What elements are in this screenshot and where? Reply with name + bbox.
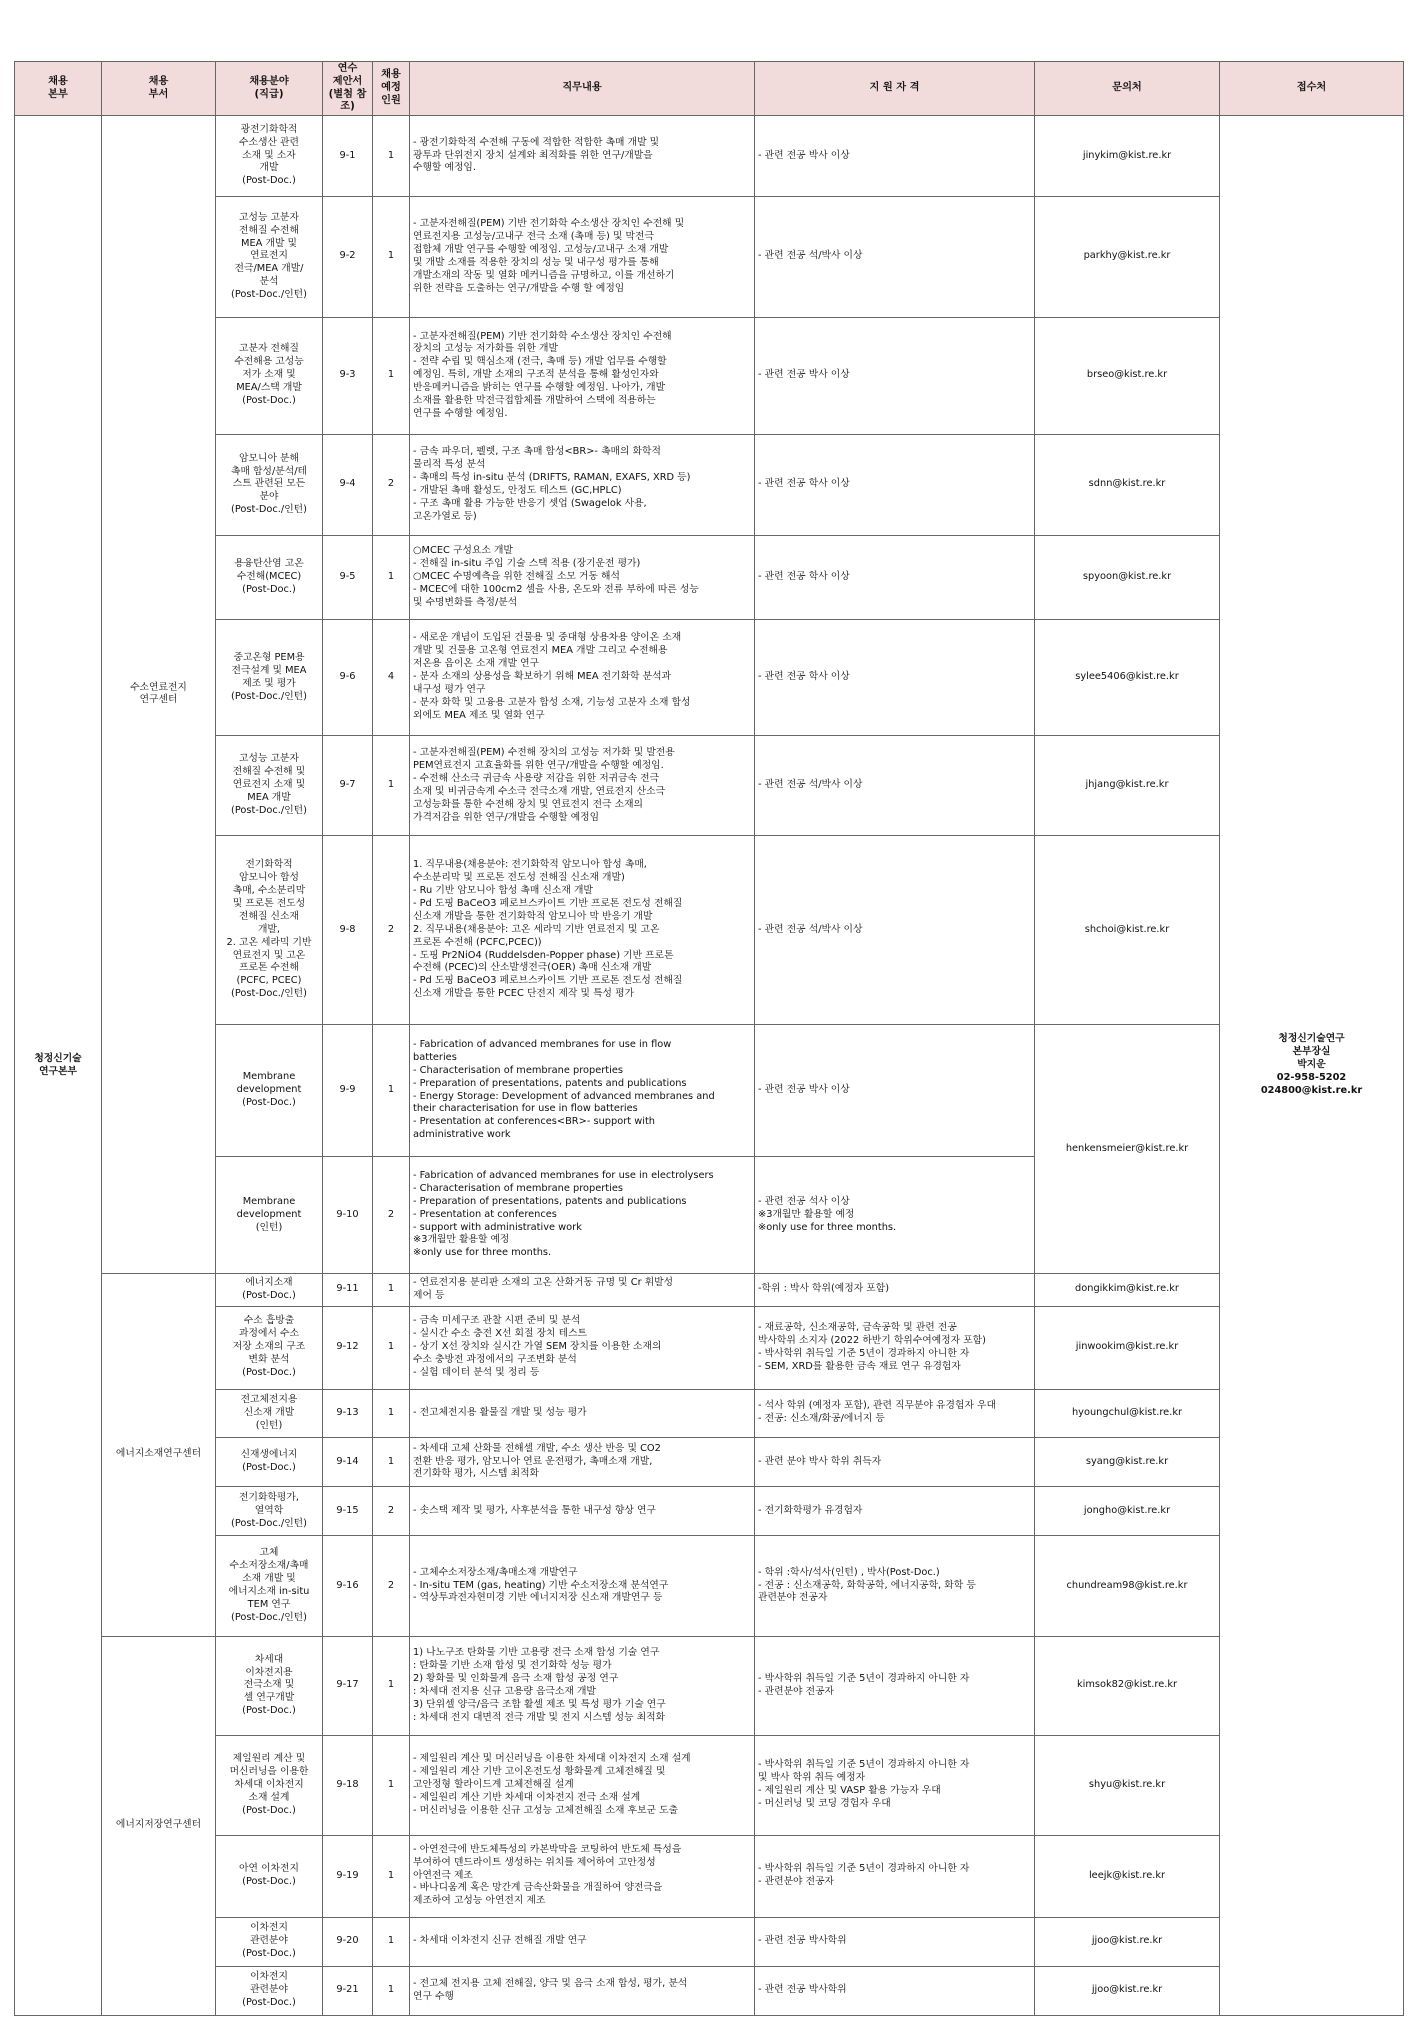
duties-cell: - 솟스택 제작 및 평가, 사후분석을 통한 내구성 향상 연구 <box>410 1487 755 1536</box>
qualifications-cell: - 관련 전공 학사 이상 <box>755 434 1035 535</box>
qualifications-cell: - 관련 전공 석사 이상 ※3개월만 활용할 예정 ※only use for three months. <box>755 1157 1035 1274</box>
duties-cell: - 아연전극에 반도체특성의 카본박막을 코팅하여 반도체 특성을 부여하여 덴드라이트 생성하는 위치를 제어하여 고안정성 아연전극 제조 - 바나디움계 혹은 망간계 금속산화물을 개질하여 양전극을 제조하여 고성능 아연전지 제조 <box>410 1835 755 1917</box>
duties-cell: - 고분자전해질(PEM) 수전해 장치의 고성능 저가화 및 발전용 PEM연료전지 고효율화를 위한 연구/개발을 수행할 예정임. - 수전해 산소극 귀금속 사용량 저감을 위한 저귀금속 전극 소재 및 비귀금속계 수소극 전극소재 개발, 연료전지 산소극 고성능화를 통한 수전해 장치 및 연료전지 전극 소재의 가격저감을 위한 연구/개발을 수행할 예정임 <box>410 735 755 835</box>
field-cell: Membrane development (Post-Doc.) <box>216 1024 323 1156</box>
contact-cell: jhjang@kist.re.kr <box>1035 735 1220 835</box>
code-cell: 9-2 <box>323 196 373 317</box>
duties-cell: ○MCEC 구성요소 개발 - 전해질 in-situ 주입 기술 스택 적용 (장기운전 평가) ○MCEC 수명예측을 위한 전해질 소모 거동 해석 - MCEC에 대한 100cm2 셀을 사용, 온도와 전류 부하에 따른 성능 및 수명변화를 측정/분석 <box>410 536 755 620</box>
contact-cell: leejk@kist.re.kr <box>1035 1835 1220 1917</box>
table-row <box>15 1835 1404 1917</box>
field-cell: 중고온형 PEM용 전극설계 및 MEA 제조 및 평가 (Post-Doc./인턴) <box>216 620 323 736</box>
table-row <box>15 196 1404 317</box>
qualifications-cell: - 관련 전공 박사 이상 <box>755 1024 1035 1156</box>
code-cell: 9-4 <box>323 434 373 535</box>
duties-cell: - 금속 파우더, 펠렛, 구조 촉매 합성<BR>- 촉매의 화학적 물리적 특성 분석 - 촉매의 특성 in-situ 분석 (DRIFTS, RAMAN, EXAFS, XRD 등) - 개발된 촉매 활성도, 안정도 테스트 (GC,HPLC) - 구조 촉매 활용 가능한 반응기 셋업 (Swagelok 사용, 고온가열로 등) <box>410 434 755 535</box>
code-cell: 9-1 <box>323 116 373 197</box>
code-cell: 9-9 <box>323 1024 373 1156</box>
duties-cell: 1) 나노구조 탄화물 기반 고용량 전극 소재 합성 기술 연구 : 탄화물 기반 소재 합성 및 전기화학 성능 평가 2) 황화물 및 인화물계 음극 소재 합성 공정 연구 : 차세대 전지용 신규 고용량 음극소재 개발 3) 단위셀 양극/음극 조합 활셀 제조 및 특성 평가 기술 연구 : 차세대 전지 대면적 전극 개발 및 전지 시스템 성능 최적화 <box>410 1636 755 1735</box>
table-row <box>15 1487 1404 1536</box>
contact-cell: shyu@kist.re.kr <box>1035 1736 1220 1835</box>
field-cell: 암모니아 분해 촉매 합성/분석/테 스트 관련된 모든 분야 (Post-Doc./인턴) <box>216 434 323 535</box>
contact-cell: henkensmeier@kist.re.kr <box>1035 1024 1220 1273</box>
qualifications-cell: - 박사학위 취득일 기준 5년이 경과하지 아니한 자 - 관련분야 전공자 <box>755 1636 1035 1735</box>
qualifications-cell: - 관련 전공 학사 이상 <box>755 620 1035 736</box>
contact-cell: shchoi@kist.re.kr <box>1035 836 1220 1025</box>
contact-cell: jinwookim@kist.re.kr <box>1035 1306 1220 1389</box>
table-row <box>15 1273 1404 1306</box>
header-qualifications: 지 원 자 격 <box>755 62 1035 116</box>
header-contact: 문의처 <box>1035 62 1220 116</box>
field-cell: 전기화학평가, 열역학 (Post-Doc./인턴) <box>216 1487 323 1536</box>
department-cell: 수소연료전지 연구센터 <box>102 116 216 1274</box>
table-row <box>15 1736 1404 1835</box>
count-cell: 4 <box>373 620 410 736</box>
table-row <box>15 317 1404 434</box>
table-row <box>15 1437 1404 1486</box>
field-cell: 고성능 고분자 전해질 수전해 및 연료전지 소재 및 MEA 개발 (Post-Doc./인턴) <box>216 735 323 835</box>
table-row <box>15 620 1404 736</box>
count-cell: 1 <box>373 196 410 317</box>
header-reception: 접수처 <box>1220 62 1404 116</box>
code-cell: 9-5 <box>323 536 373 620</box>
qualifications-cell: - 관련 전공 박사 이상 <box>755 317 1035 434</box>
qualifications-cell: -학위 : 박사 학위(예정자 포함) <box>755 1273 1035 1306</box>
header-count: 채용 예정 인원 <box>373 62 410 116</box>
count-cell: 2 <box>373 434 410 535</box>
code-cell: 9-14 <box>323 1437 373 1486</box>
field-cell: 광전기화학적 수소생산 관련 소재 및 소자 개발 (Post-Doc.) <box>216 116 323 197</box>
field-cell: 제일원리 계산 및 머신러닝을 이용한 차세대 이차전지 소재 설계 (Post-Doc.) <box>216 1736 323 1835</box>
department-cell: 에너지소재연구센터 <box>102 1273 216 1636</box>
count-cell: 1 <box>373 1389 410 1437</box>
recruitment-table <box>14 61 1404 2016</box>
count-cell: 1 <box>373 1273 410 1306</box>
qualifications-cell: - 관련 전공 박사학위 <box>755 1917 1035 1966</box>
contact-cell: sdnn@kist.re.kr <box>1035 434 1220 535</box>
qualifications-cell: - 석사 학위 (예정자 포함), 관련 직무분야 유경험자 우대 - 전공: 신소재/화공/에너지 등 <box>755 1389 1035 1437</box>
contact-cell: sylee5406@kist.re.kr <box>1035 620 1220 736</box>
field-cell: Membrane development (인턴) <box>216 1157 323 1274</box>
duties-cell: - 차세대 고체 산화물 전해셀 개발, 수소 생산 반응 및 CO2 전환 반응 평가, 암모니아 연료 운전평가, 촉매소재 개발, 전기화학 평가, 시스템 최적화 <box>410 1437 755 1486</box>
table-row <box>15 1389 1404 1437</box>
headquarters-cell: 청정신기술 연구본부 <box>15 116 102 2016</box>
duties-cell: 1. 직무내용(채용분야: 전기화학적 암모니아 합성 촉매, 수소분리막 및 프로톤 전도성 전해질 신소재 개발) - Ru 기반 암모니아 합성 촉매 신소재 개발 - Pd 도핑 BaCeO3 페로브스카이트 기반 프로톤 전도성 전해질 신소재 개발을 통한 전기화학적 암모니아 막 반응기 개발 2. 직무내용(채용분야: 고온 세라믹 기반 연료전지 및 고온 프로톤 수전해 (PCFC,PCEC)) - 도핑 Pr2NiO4 (Ruddelsden-Popper phase) 기반 프로톤 수전해 (PCEC)의 산소발생전극(OER) 촉매 신소재 개발 - Pd 도핑 BaCeO3 페로브스카이트 기반 프로톤 전도성 전해질 신소재 개발을 통한 PCEC 단전지 제작 및 특성 평가 <box>410 836 755 1025</box>
duties-cell: - 전고체 전지용 고체 전해질, 양극 및 음극 소재 합성, 평가, 분석 연구 수행 <box>410 1966 755 2015</box>
code-cell: 9-17 <box>323 1636 373 1735</box>
table-row <box>15 1306 1404 1389</box>
count-cell: 1 <box>373 1736 410 1835</box>
code-cell: 9-8 <box>323 836 373 1025</box>
code-cell: 9-13 <box>323 1389 373 1437</box>
table-row <box>15 1966 1404 2015</box>
contact-cell: kimsok82@kist.re.kr <box>1035 1636 1220 1735</box>
count-cell: 1 <box>373 1306 410 1389</box>
table-row <box>15 1536 1404 1636</box>
recruitment-table-container <box>14 61 1403 2016</box>
contact-cell: chundream98@kist.re.kr <box>1035 1536 1220 1636</box>
field-cell: 아연 이차전지 (Post-Doc.) <box>216 1835 323 1917</box>
field-cell: 이차전지 관련분야 (Post-Doc.) <box>216 1917 323 1966</box>
header-field: 채용분야 (직급) <box>216 62 323 116</box>
contact-cell: jongho@kist.re.kr <box>1035 1487 1220 1536</box>
code-cell: 9-20 <box>323 1917 373 1966</box>
field-cell: 고성능 고분자 전해질 수전해 MEA 개발 및 연료전지 전극/MEA 개발/ 분석 (Post-Doc./인턴) <box>216 196 323 317</box>
count-cell: 1 <box>373 1024 410 1156</box>
field-cell: 차세대 이차전지용 전극소재 및 셀 연구개발 (Post-Doc.) <box>216 1636 323 1735</box>
header-department: 채용 부서 <box>102 62 216 116</box>
department-cell: 에너지저장연구센터 <box>102 1636 216 2015</box>
code-cell: 9-11 <box>323 1273 373 1306</box>
duties-cell: - 전고체전지용 활물질 개발 및 성능 평가 <box>410 1389 755 1437</box>
qualifications-cell: - 재료공학, 신소재공학, 금속공학 및 관련 전공 박사학위 소지자 (2022 하반기 학위수여예정자 포함) - 박사학위 취득일 기준 5년이 경과하지 아니한 자 - SEM, XRD를 활용한 금속 재료 연구 유경험자 <box>755 1306 1035 1389</box>
contact-cell: brseo@kist.re.kr <box>1035 317 1220 434</box>
qualifications-cell: - 학위 :학사/석사(인턴) , 박사(Post-Doc.) - 전공 : 신소재공학, 화학공학, 에너지공학, 화학 등 관련분야 전공자 <box>755 1536 1035 1636</box>
qualifications-cell: - 관련 전공 학사 이상 <box>755 536 1035 620</box>
duties-cell: - Fabrication of advanced membranes for use in electrolysers - Characterisation of membrane properties - Preparation of presentations, patents and publications - Presentation at conferences - support with administrative work ※3개월만 활용할 예정 ※only use for three months. <box>410 1157 755 1274</box>
reception-cell: 청정신기술연구 본부장실 박지운 02-958-5202 024800@kist.re.kr <box>1220 116 1404 2016</box>
duties-cell: - 연료전지용 분리판 소재의 고온 산화거동 규명 및 Cr 휘발성 제어 등 <box>410 1273 755 1306</box>
count-cell: 1 <box>373 317 410 434</box>
duties-cell: - Fabrication of advanced membranes for use in flow batteries - Characterisation of membrane properties - Preparation of presentations, patents and publications - Energy Storage: Development of advanced membranes and their characterisation for use in flow batteries - Presentation at conferences<BR>- support with administrative work <box>410 1024 755 1156</box>
qualifications-cell: - 관련 전공 석/박사 이상 <box>755 196 1035 317</box>
table-row <box>15 1024 1404 1156</box>
count-cell: 1 <box>373 735 410 835</box>
field-cell: 이차전지 관련분야 (Post-Doc.) <box>216 1966 323 2015</box>
header-duties: 직무내용 <box>410 62 755 116</box>
count-cell: 1 <box>373 1437 410 1486</box>
code-cell: 9-12 <box>323 1306 373 1389</box>
duties-cell: - 광전기화학적 수전해 구동에 적합한 적합한 촉매 개발 및 광투과 단위전지 장치 설계와 최적화를 위한 연구/개발을 수행할 예정임. <box>410 116 755 197</box>
count-cell: 1 <box>373 536 410 620</box>
count-cell: 2 <box>373 1487 410 1536</box>
table-row <box>15 735 1404 835</box>
contact-cell: parkhy@kist.re.kr <box>1035 196 1220 317</box>
code-cell: 9-7 <box>323 735 373 835</box>
contact-cell: jjoo@kist.re.kr <box>1035 1966 1220 2015</box>
table-row <box>15 536 1404 620</box>
qualifications-cell: - 관련 전공 석/박사 이상 <box>755 836 1035 1025</box>
count-cell: 1 <box>373 1966 410 2015</box>
duties-cell: - 제일원리 계산 및 머신러닝을 이용한 차세대 이차전지 소재 설계 - 제일원리 계산 기반 고이온전도성 황화물계 고체전해질 및 고안정형 할라이드계 고체전해질 설계 - 제일원리 계산 기반 차세대 이차전지 전극 소재 설계 - 머신러닝을 이용한 신규 고성능 고체전해질 소재 후보군 도출 <box>410 1736 755 1835</box>
qualifications-cell: - 관련 전공 박사 이상 <box>755 116 1035 197</box>
contact-cell: syang@kist.re.kr <box>1035 1437 1220 1486</box>
field-cell: 고체 수소저장소재/촉매 소재 개발 및 에너지소재 in-situ TEM 연구 (Post-Doc./인턴) <box>216 1536 323 1636</box>
code-cell: 9-10 <box>323 1157 373 1274</box>
field-cell: 전고체전지용 신소재 개발 (인턴) <box>216 1389 323 1437</box>
duties-cell: - 차세대 이차전지 신규 전해질 개발 연구 <box>410 1917 755 1966</box>
count-cell: 2 <box>373 1157 410 1274</box>
field-cell: 수소 흡방출 과정에서 수소 저장 소재의 구조 변화 분석 (Post-Doc.) <box>216 1306 323 1389</box>
duties-cell: - 금속 미세구조 관찰 시편 준비 및 분석 - 실시간 수소 충전 X선 회절 장치 테스트 - 상기 X선 장치와 실시간 가열 SEM 장치를 이용한 소재의 수소 충방전 과정에서의 구조변화 분석 - 실험 데이터 분석 및 정리 등 <box>410 1306 755 1389</box>
field-cell: 고분자 전해질 수전해용 고성능 저가 소재 및 MEA/스택 개발 (Post-Doc.) <box>216 317 323 434</box>
qualifications-cell: - 전기화학평가 유경험자 <box>755 1487 1035 1536</box>
qualifications-cell: - 박사학위 취득일 기준 5년이 경과하지 아니한 자 - 관련분야 전공자 <box>755 1835 1035 1917</box>
contact-cell: jjoo@kist.re.kr <box>1035 1917 1220 1966</box>
count-cell: 2 <box>373 836 410 1025</box>
contact-cell: dongikkim@kist.re.kr <box>1035 1273 1220 1306</box>
count-cell: 2 <box>373 1536 410 1636</box>
field-cell: 용융탄산염 고온 수전해(MCEC) (Post-Doc.) <box>216 536 323 620</box>
contact-cell: spyoon@kist.re.kr <box>1035 536 1220 620</box>
code-cell: 9-18 <box>323 1736 373 1835</box>
code-cell: 9-21 <box>323 1966 373 2015</box>
header-row <box>15 62 1404 116</box>
field-cell: 신재생에너지 (Post-Doc.) <box>216 1437 323 1486</box>
table-row <box>15 116 1404 197</box>
field-cell: 에너지소재 (Post-Doc.) <box>216 1273 323 1306</box>
code-cell: 9-15 <box>323 1487 373 1536</box>
contact-cell: jinykim@kist.re.kr <box>1035 116 1220 197</box>
header-proposal: 연수 제안서 (별첨 참조) <box>323 62 373 116</box>
count-cell: 1 <box>373 1636 410 1735</box>
qualifications-cell: - 박사학위 취득일 기준 5년이 경과하지 아니한 자 및 박사 학위 취득 예정자 - 제일원리 계산 및 VASP 활용 가능자 우대 - 머신러닝 및 코딩 경험자 우대 <box>755 1736 1035 1835</box>
count-cell: 1 <box>373 116 410 197</box>
duties-cell: - 새로운 개념이 도입된 건물용 및 중대형 상용차용 양이온 소재 개발 및 건물용 고온형 연료전지 MEA 개발 그리고 수전해용 저온용 음이온 소재 개발 연구 - 분자 소재의 상용성을 확보하기 위해 MEA 전기화학 분석과 내구성 평가 연구 - 분자 화학 및 고융용 고분자 합성 소재, 기능성 고분자 소재 합성 외에도 MEA 제조 및 열화 연구 <box>410 620 755 736</box>
field-cell: 전기화학적 암모니아 합성 촉매, 수소분리막 및 프로톤 전도성 전해질 신소재 개발, 2. 고온 세라믹 기반 연료전지 및 고온 프로톤 수전해 (PCFC, PCEC) (Post-Doc./인턴) <box>216 836 323 1025</box>
qualifications-cell: - 관련 분야 박사 학위 취득자 <box>755 1437 1035 1486</box>
table-row <box>15 1917 1404 1966</box>
code-cell: 9-19 <box>323 1835 373 1917</box>
code-cell: 9-6 <box>323 620 373 736</box>
code-cell: 9-16 <box>323 1536 373 1636</box>
duties-cell: - 고분자전해질(PEM) 기반 전기화학 수소생산 장치인 수전해 장치의 고성능 저가화를 위한 개발 - 전략 수립 및 핵심소재 (전극, 촉매 등) 개발 업무를 수행할 예정임. 특히, 개발 소재의 구조적 분석을 통해 활성인자와 반응메커니즘을 밝히는 연구를 수행할 예정임. 나아가, 개발 소재를 활용한 막전극접합체를 개발하여 스택에 적용하는 연구를 수행할 예정임. <box>410 317 755 434</box>
duties-cell: - 고체수소저장소재/촉매소재 개발연구 - In-situ TEM (gas, heating) 기반 수소저장소재 분석연구 - 역상투과전자현미경 기반 에너지저장 신소재 개발연구 등 <box>410 1536 755 1636</box>
duties-cell: - 고분자전해질(PEM) 기반 전기화학 수소생산 장치인 수전해 및 연료전지용 고성능/고내구 전극 소재 (촉매 등) 및 막전극 접합체 개발 연구를 수행할 예정임. 고성능/고내구 소재 개발 및 개발 소재를 적용한 장치의 성능 및 내구성 평가를 통해 개발소재의 작동 및 열화 메커니즘을 규명하고, 이를 개선하기 위한 전략을 도출하는 연구/개발을 수행 할 예정임 <box>410 196 755 317</box>
code-cell: 9-3 <box>323 317 373 434</box>
count-cell: 1 <box>373 1917 410 1966</box>
header-headquarters: 채용 본부 <box>15 62 102 116</box>
qualifications-cell: - 관련 전공 석/박사 이상 <box>755 735 1035 835</box>
table-row <box>15 1636 1404 1735</box>
qualifications-cell: - 관련 전공 박사학위 <box>755 1966 1035 2015</box>
table-row <box>15 836 1404 1025</box>
contact-cell: hyoungchul@kist.re.kr <box>1035 1389 1220 1437</box>
table-row <box>15 434 1404 535</box>
count-cell: 1 <box>373 1835 410 1917</box>
